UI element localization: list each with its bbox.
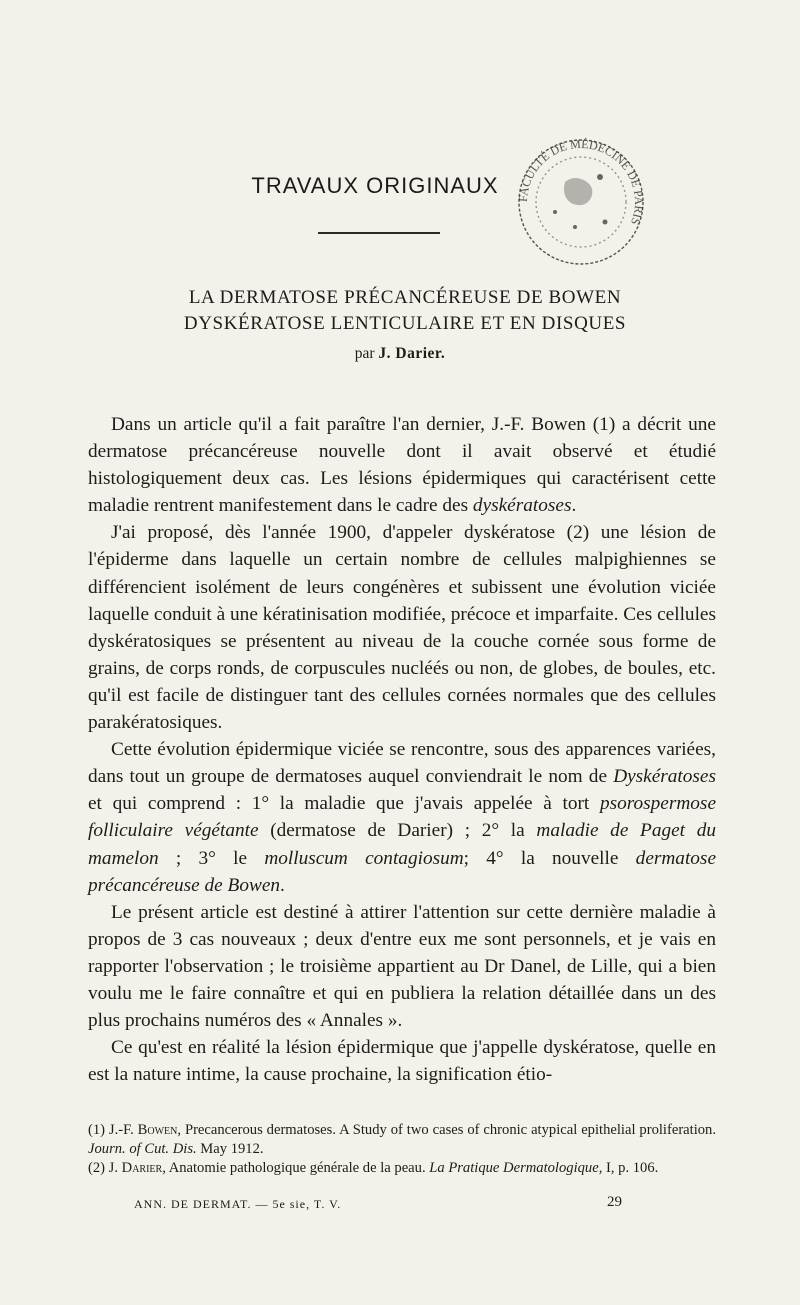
page-number: 29 [607, 1194, 622, 1210]
fn1-author: Bowen [137, 1122, 178, 1138]
p1-text: Dans un article qu'il a fait paraître l'an dernier, J.-F. Bowen (1) a décrit une dermatose précancéreuse nouvelle dont il avait observé et étudié histologiquement deux cas. Les lésions épidermiques qui caractérisent cette maladie rentrent manifestement dans le cadre des [88, 414, 716, 517]
fn2-journal: La Pratique Dermatologique, [429, 1160, 603, 1177]
p3-text-c: (dermatose de Darier) ; 2° la [258, 820, 537, 842]
p3-italic-1: Dyskératoses [613, 766, 716, 788]
paragraph-5: Ce qu'est en réalité la lésion épidermique que j'appelle dyskératose, quelle en est la nature intime, la cause prochaine, la signification étio- [88, 1037, 716, 1086]
p1-italic: dyskératoses [472, 495, 572, 517]
p3-text-a: Cette évolution épidermique viciée se rencontre, sous des apparences variées, dans tout un groupe de dermatoses auquel conviendrait le nom de [88, 739, 716, 788]
p3-text-f: . [280, 874, 285, 896]
p3-text-b: et qui comprend : 1° la maladie que j'avais appelée à tort [88, 793, 600, 815]
article-title-line2: DYSKÉRATOSE LENTICULAIRE ET EN DISQUES [183, 313, 627, 334]
paragraph-4: Le présent article est destiné à attirer l'attention sur cette dernière maladie à propos de 3 cas nouveaux ; deux d'entre eux me sont personnels, et je vais en rapporter l'observation ; le troisième appartient au Dr Danel, de Lille, qui a bien voulu me le faire connaître et qui en publiera la relation détaillée dans un des plus prochains numéros des « Annales ». [88, 901, 716, 1032]
library-stamp [505, 122, 655, 282]
section-title: TRAVAUX ORIGINAUX [251, 173, 499, 198]
paragraph-1 [88, 411, 716, 519]
fn1-text-c: May 1912. [196, 1141, 264, 1158]
p3-text-d: ; 3° le [158, 847, 265, 869]
p3-italic-4: molluscum contagiosum [264, 847, 464, 869]
p1-end: . [571, 495, 577, 517]
footnotes [88, 1121, 716, 1179]
byline-prefix: par [354, 345, 375, 362]
footnote-1 [88, 1121, 716, 1159]
fn1-journal: Journ. of Cut. Dis. [88, 1141, 197, 1158]
fn1-text-b: , Precancerous dermatoses. A Study of two cases of chronic atypical epithelial proliferation. [177, 1122, 717, 1138]
paragraph-2: J'ai proposé, dès l'année 1900, d'appeler dyskératose (2) une lésion de l'épiderme dans laquelle un certain nombre de cellules malpighiennes se différencient isolément de leurs congénères et subissent une évolution viciée laquelle conduit à une kératinisation modifiée, précoce et imparfaite. Ces cellules dyskératosiques se présentent au niveau de la couche cornée sous forme de grains, de corps ronds, de corpuscules nucléés ou non, de globes, de boules, etc. qu'il est facile de distinguer tant des cellules cornées normales que des cellules parakératosiques. [88, 522, 716, 734]
title-rule [318, 232, 440, 234]
fn2-author: Darier [121, 1160, 163, 1177]
paragraph-3 [88, 736, 716, 899]
stamp-text: FACULTÉ DE MÉDECINE DE PARIS [515, 136, 647, 227]
fn2-text-a: (2) J. [88, 1160, 122, 1177]
p3-italic-2: psorospermose folliculaire végétante [88, 793, 716, 842]
article-body [88, 411, 716, 1088]
running-title: ANN. DE DERMAT. — 5e sie, T. V. [134, 1197, 342, 1211]
page-footer [134, 1194, 622, 1212]
author-name: J. Darier. [378, 345, 446, 362]
p3-italic-3: maladie de Paget du mamelon [88, 820, 716, 869]
footnote-2 [88, 1159, 716, 1178]
article-title-line1: LA DERMATOSE PRÉCANCÉREUSE DE BOWEN [188, 287, 622, 308]
fn2-text-b: , Anatomie pathologique générale de la peau. [162, 1160, 430, 1177]
fn2-text-c: I, p. 106. [602, 1160, 659, 1177]
p3-text-e: ; 4° la nouvelle [463, 847, 636, 869]
p3-italic-5: dermatose précancéreuse de Bowen [88, 847, 716, 896]
byline [0, 345, 800, 363]
fn1-text-a: (1) J.-F. [88, 1122, 138, 1138]
